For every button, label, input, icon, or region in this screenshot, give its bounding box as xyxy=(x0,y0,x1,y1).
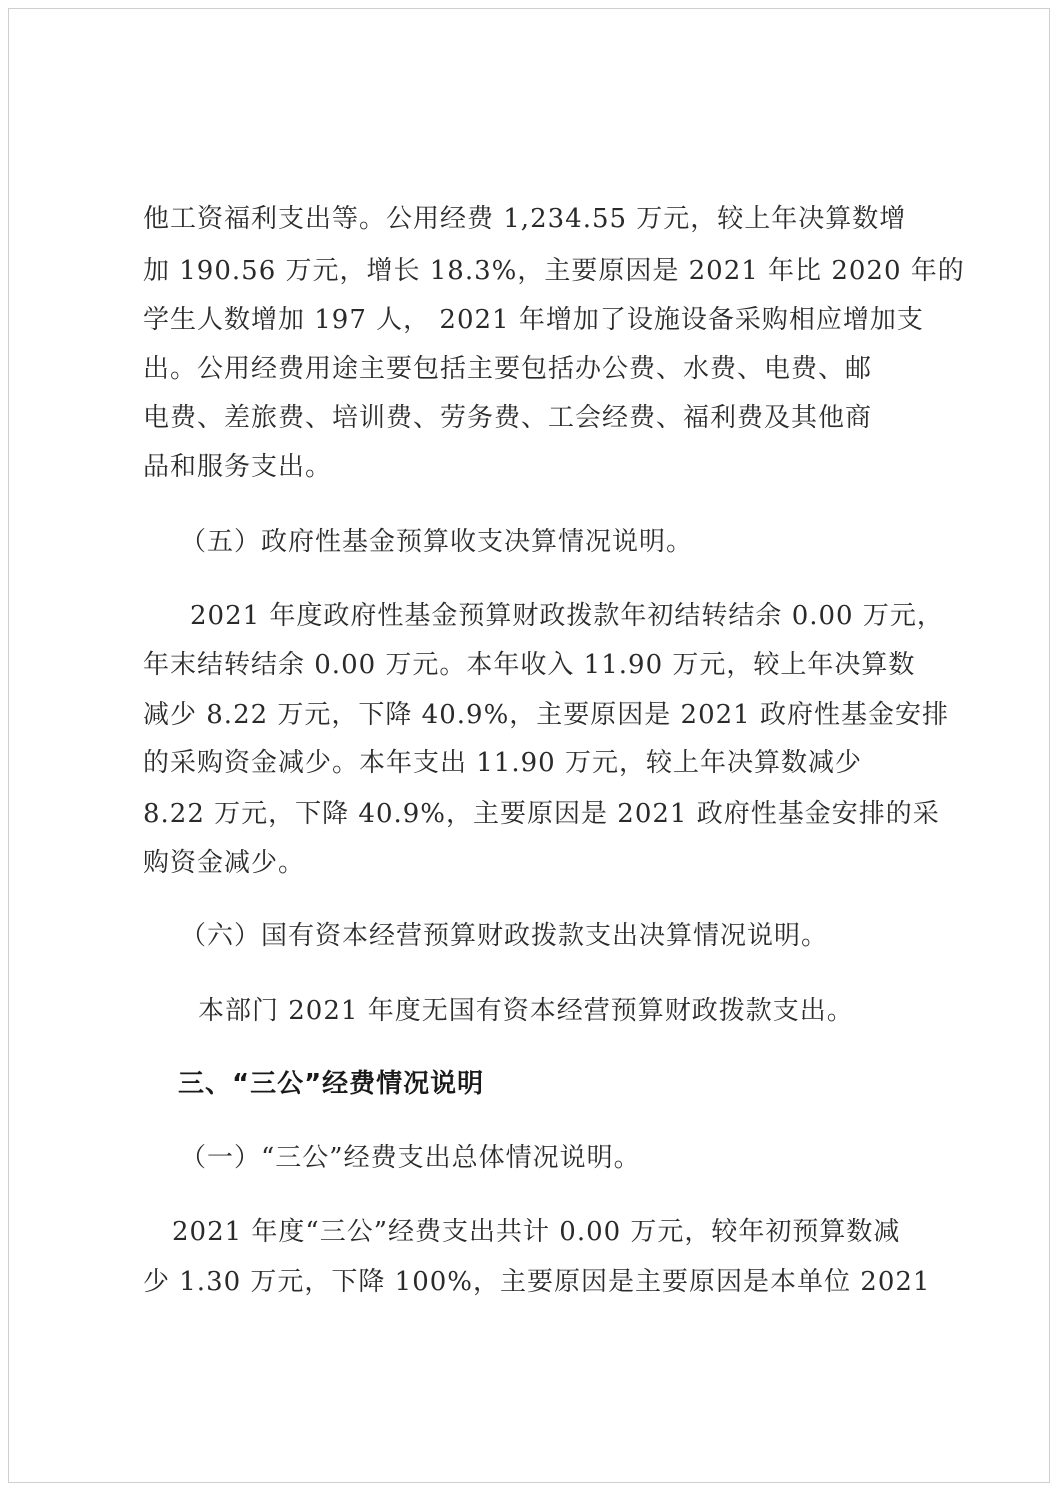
paragraph-line: 学生人数增加 197 人， 2021 年增加了设施设备采购相应增加支 xyxy=(143,305,924,335)
paragraph-line: 2021 年度“三公”经费支出共计 0.00 万元，较年初预算数减 xyxy=(172,1217,901,1247)
section-heading-6: （六）国有资本经营预算财政拨款支出决算情况说明。 xyxy=(180,921,829,951)
paragraph-line: 电费、差旅费、培训费、劳务费、工会经费、福利费及其他商 xyxy=(143,403,873,433)
paragraph-line: 的采购资金减少。本年支出 11.90 万元，较上年决算数减少 xyxy=(143,748,862,778)
paragraph-line: 8.22 万元，下降 40.9%，主要原因是 2021 政府性基金安排的采 xyxy=(143,799,940,829)
subsection-heading: （一）“三公”经费支出总体情况说明。 xyxy=(180,1143,641,1173)
paragraph-line: 年末结转结余 0.00 万元。本年收入 11.90 万元，较上年决算数 xyxy=(143,650,916,680)
paragraph-line: 2021 年度政府性基金预算财政拨款年初结转结余 0.00 万元， xyxy=(190,601,944,631)
paragraph-line: 少 1.30 万元，下降 100%，主要原因是主要原因是本单位 2021 xyxy=(143,1267,931,1297)
paragraph-line: 加 190.56 万元，增长 18.3%，主要原因是 2021 年比 2020 年的 xyxy=(143,256,965,286)
paragraph-line: 他工资福利支出等。公用经费 1,234.55 万元，较上年决算数增 xyxy=(143,204,907,234)
paragraph-line: 品和服务支出。 xyxy=(143,452,333,482)
section-title: 三、“三公”经费情况说明 xyxy=(178,1069,485,1099)
paragraph-line: 购资金减少。 xyxy=(143,848,306,878)
paragraph-line: 减少 8.22 万元，下降 40.9%，主要原因是 2021 政府性基金安排 xyxy=(143,700,949,730)
paragraph-line: 本部门 2021 年度无国有资本经营预算财政拨款支出。 xyxy=(198,996,854,1026)
section-heading-5: （五）政府性基金预算收支决算情况说明。 xyxy=(180,527,694,557)
paragraph-line: 出。公用经费用途主要包括主要包括办公费、水费、电费、邮 xyxy=(143,354,873,384)
